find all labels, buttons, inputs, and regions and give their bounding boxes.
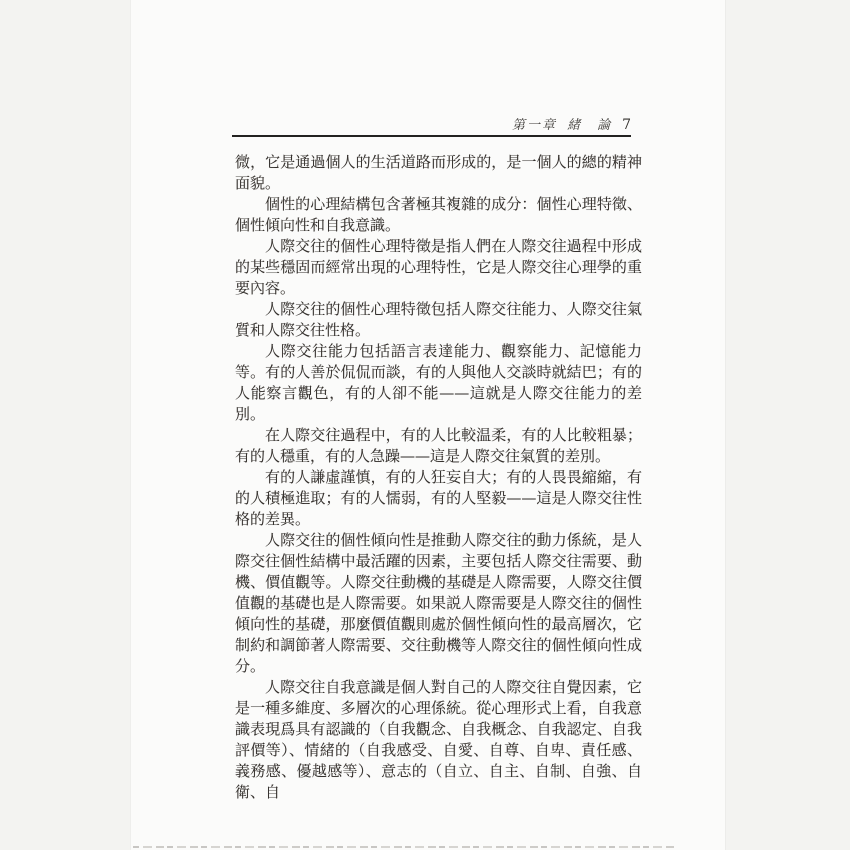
page-bottom-edge-scan-artifact [133,846,675,848]
running-header [231,114,631,133]
book-page [130,0,726,850]
header-rule [232,135,631,137]
body-text-column [235,152,642,803]
body-paragraph: 人際交往能力包括語言表達能力、觀察能力、記憶能力等。有的人善於侃侃而談，有的人與他人交談時就結巴；有的人能察言觀色，有的人卻不能——這就是人際交往能力的差別。 [235,342,642,423]
page-number: 7 [622,117,631,133]
header-chapter-label: 第一章 [512,118,558,133]
body-paragraph: 在人際交往過程中，有的人比較温柔，有的人比較粗暴；有的人穩重，有的人急躁——這是人際交往氣質的差別。 [235,426,642,465]
body-paragraph: 人際交往的個性心理特徵包括人際交往能力、人際交往氣質和人際交往性格。 [235,300,642,339]
body-paragraph: 個性的心理結構包含著極其複雜的成分：個性心理特徵、個性傾向性和自我意識。 [235,195,642,234]
body-paragraph: 人際交往的個性傾向性是推動人際交往的動力係統，是人際交往個性結構中最活躍的因素，主要包括人際交往需要、動機、價值觀等。人際交往動機的基礎是人際需要，人際交往價值觀的基礎也是人際需要。如果説人際需要是人際交往的個性傾向性的基礎，那麼價值觀則處於個性傾向性的最高層次，它制約和調節著人際需要、交往動機等人際交往的個性傾向性成分。 [235,531,642,675]
body-paragraph: 有的人謙虛謹慎，有的人狂妄自大；有的人畏畏縮縮，有的人積極進取；有的人懦弱，有的人堅毅——這是人際交往性格的差異。 [235,468,642,528]
body-paragraph: 微，它是通過個人的生活道路而形成的，是一個人的總的精神面貌。 [235,153,642,192]
body-paragraph: 人際交往自我意識是個人對自己的人際交往自覺因素，它是一種多維度、多層次的心理係統。從心理形式上看，自我意識表現爲具有認識的（自我觀念、自我概念、自我認定、自我評價等）、情緒的（自我感受、自愛、自尊、自卑、責任感、義務感、優越感等）、意志的（自立、自主、自制、自強、自衛、自 [235,678,642,801]
header-section-title: 緒 論 [567,118,613,133]
body-paragraph: 人際交往的個性心理特徵是指人們在人際交往過程中形成的某些穩固而經常出現的心理特性，它是人際交往心理學的重要內容。 [235,237,642,297]
